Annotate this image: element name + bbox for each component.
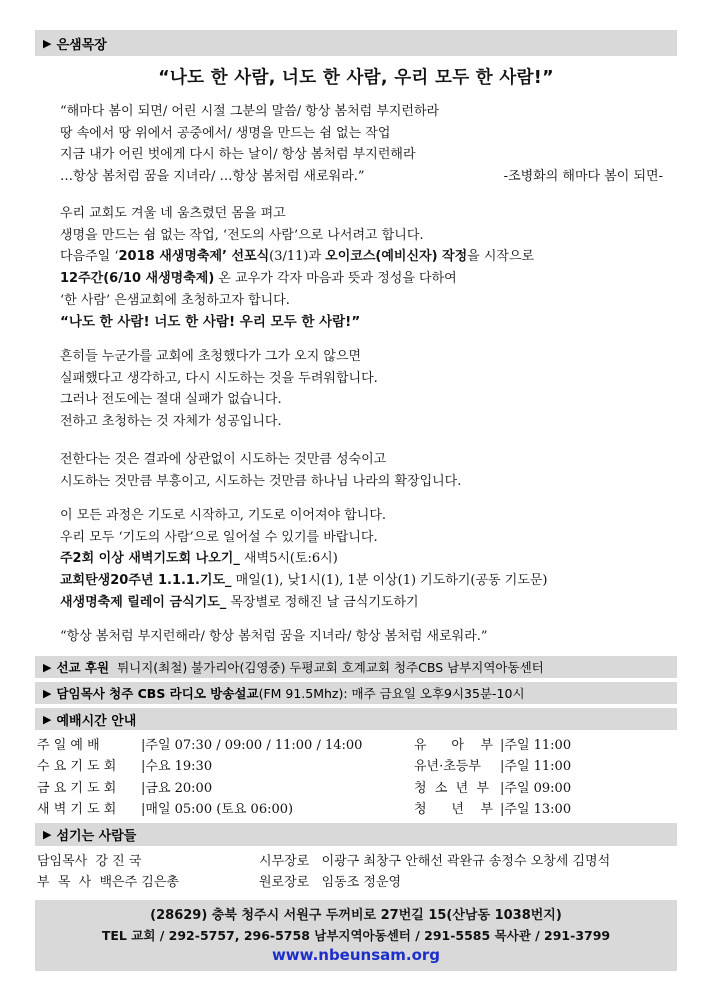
worship-row: [37, 756, 362, 777]
website-link[interactable]: www.nbeunsam.org: [271, 946, 441, 964]
text-span: (3/11)과: [269, 249, 326, 265]
text-line: 전하고 초청하는 것 자체가 성공입니다.: [60, 414, 282, 430]
text-span: 새벽5시(토:6시): [239, 551, 338, 567]
service-name: 유년·초등부: [414, 759, 481, 775]
worship-row: [37, 735, 362, 756]
footer-contact: [35, 900, 677, 971]
service-time: |주일 07:30 / 09:00 / 11:00 / 14:00: [141, 738, 363, 753]
worship-row: [414, 778, 571, 799]
servants-left: [37, 851, 179, 893]
servants-label: 섬기는 사람들: [56, 829, 137, 844]
mission-text: 튀니지(최철) 불가리아(김영중) 두평교회 호계교회 청주CBS 남부지역아동센터: [117, 660, 544, 675]
poem-line: 땅 속에서 땅 위에서 공중에서/ 생명을 만드는 쉼 없는 작업: [60, 125, 391, 141]
elder-row: 원로장로 임동조 정운영: [259, 875, 402, 890]
worship-row: [414, 799, 571, 820]
text-line: [60, 246, 534, 268]
text-span: 을 시작으로: [467, 249, 535, 265]
paragraph-3: [60, 449, 461, 492]
text-line: [60, 592, 547, 614]
text-line: 우리 교회도 겨울 네 움츠렸던 몸을 펴고: [60, 206, 286, 221]
text-line: 실패했다고 생각하고, 다시 시도하는 것을 두려워합니다.: [60, 370, 378, 386]
paragraph-2: [60, 346, 378, 433]
triangle-right-icon: ▶: [43, 660, 52, 674]
mission-label: 선교 후원: [56, 660, 110, 675]
prayer-item-label: 새생명축제 릴레이 금식기도_: [60, 594, 227, 610]
service-name: 주 일 예 배: [37, 738, 100, 753]
text-line: 전한다는 것은 결과에 상관없이 시도하는 것만큼 성숙이고: [60, 452, 387, 467]
worship-times-right: [414, 735, 571, 820]
broadcast-text: (FM 91.5Mhz): 매주 금요일 오후9시35분-10시: [258, 686, 525, 701]
triangle-right-icon: ▶: [43, 828, 52, 841]
poem-line: “해마다 봄이 되면/ 어린 시절 그분의 말씀/ 항상 봄처럼 부지런하라: [60, 104, 440, 119]
service-time: |수요 19:30: [141, 759, 213, 775]
address: (28629) 충북 청주시 서원구 두꺼비로 27번길 15(산남동 1038번지): [150, 908, 562, 923]
page-title: “나도 한 사람, 너도 한 사람, 우리 모두 한 사람!”: [158, 68, 554, 88]
section-header-eunsam: [35, 30, 677, 56]
text-span: 다음주일 ‘: [60, 249, 119, 265]
text-line: 우리 모두 ‘기도의 사람’으로 일어설 수 있기를 바랍니다.: [60, 529, 378, 545]
mission-support-bar: [35, 656, 677, 678]
text-line: 그러나 전도에는 절대 실패가 없습니다.: [60, 392, 282, 408]
text-line: 시도하는 것만큼 부흥이고, 시도하는 것만큼 하나님 나라의 확장입니다.: [60, 473, 462, 489]
service-name: 유 아 부: [414, 738, 493, 753]
service-time: |금요 20:00: [141, 780, 213, 796]
prayer-item-label: 교회탄생20주년 1.1.1.기도_: [60, 573, 232, 589]
worship-times-left: [37, 735, 362, 820]
service-name: 청 년 부: [414, 801, 493, 817]
section-header-label: 은샘목장: [56, 37, 107, 53]
service-time: |주일 13:00: [500, 801, 572, 817]
text-span: 매일(1), 낮1시(1), 1분 이상(1) 기도하기(공동 기도문): [231, 573, 548, 589]
text-span: 목장별로 정해진 날 금식기도하기: [226, 594, 419, 610]
broadcast-bar: [35, 682, 677, 704]
service-name: 금 요 기 도 회: [37, 780, 117, 796]
phone-numbers: TEL 교회 / 292-5757, 296-5758 남부지역아동센터 / 291-5585 목사관 / 291-3799: [101, 928, 611, 943]
text-line: 흔히들 누군가를 교회에 초청했다가 그가 오지 않으면: [60, 349, 362, 364]
staff-row: 담임목사 강 진 국: [37, 854, 142, 869]
worship-row: [414, 756, 571, 777]
text-line: 이 모든 과정은 기도로 시작하고, 기도로 이어져야 합니다.: [60, 508, 387, 523]
worship-row: [414, 735, 571, 756]
prayer-item-label: 주2회 이상 새벽기도회 나오기_: [60, 551, 240, 567]
worship-row: [37, 799, 362, 820]
oikos-highlight: 오이코스(예비신자) 작정: [325, 249, 468, 265]
text-line: ‘한 사람’ 은샘교회에 초청하고자 합니다.: [60, 292, 290, 308]
service-name: 수 요 기 도 회: [37, 759, 117, 775]
text-line: 생명을 만드는 쉼 없는 작업, ‘전도의 사람’으로 나서려고 합니다.: [60, 227, 424, 243]
servants-header-bar: [35, 823, 677, 846]
service-time: |주일 11:00: [500, 738, 572, 753]
servants-right: [259, 851, 610, 893]
poem-line: 지금 내가 어린 벗에게 다시 하는 날이/ 항상 봄처럼 부지런해라: [60, 147, 416, 163]
worship-header-bar: [35, 708, 677, 730]
worship-row: [37, 778, 362, 799]
poem: [60, 101, 439, 188]
poem-attribution: -조병화의 해마다 봄이 되면-: [503, 169, 663, 184]
paragraph-4: [60, 505, 547, 614]
triangle-right-icon: ▶: [43, 686, 52, 700]
closing-quote: “항상 봄처럼 부지런해라/ 항상 봄처럼 꿈을 지녀라/ 항상 봄처럼 새로워라.”: [60, 629, 488, 644]
triangle-right-icon: ▶: [43, 36, 52, 50]
text-span: 온 교우가 각자 마음과 뜻과 정성을 다하여: [214, 271, 457, 287]
paragraph-1: [60, 203, 534, 333]
staff-row: 부 목 사 백은주 김은총: [37, 875, 179, 890]
service-time: |매일 05:00 (토요 06:00): [141, 801, 294, 817]
service-time: |주일 11:00: [500, 759, 572, 775]
service-name: 청 소 년 부: [414, 780, 490, 796]
slogan-line: “나도 한 사람! 너도 한 사람! 우리 모두 한 사람!”: [60, 313, 361, 330]
text-line: [60, 268, 534, 290]
period-highlight: 12주간(6/10 새생명축제): [60, 271, 215, 287]
text-line: [60, 570, 547, 592]
worship-label: 예배시간 안내: [56, 713, 137, 729]
text-line: [60, 548, 547, 570]
service-time: |주일 09:00: [500, 780, 572, 796]
triangle-right-icon: ▶: [43, 712, 52, 726]
service-name: 새 벽 기 도 회: [37, 801, 117, 817]
poem-line: …항상 봄처럼 꿈을 지녀라/ …항상 봄처럼 새로워라.”: [60, 169, 365, 185]
broadcast-label: 담임목사 청주 CBS 라디오 방송설교: [56, 686, 259, 701]
elder-row: 시무장로 이광구 최창구 안해선 곽완규 송정수 오창세 김명석: [259, 854, 611, 869]
announcement-highlight: 2018 새생명축제’ 선포식: [118, 249, 270, 265]
